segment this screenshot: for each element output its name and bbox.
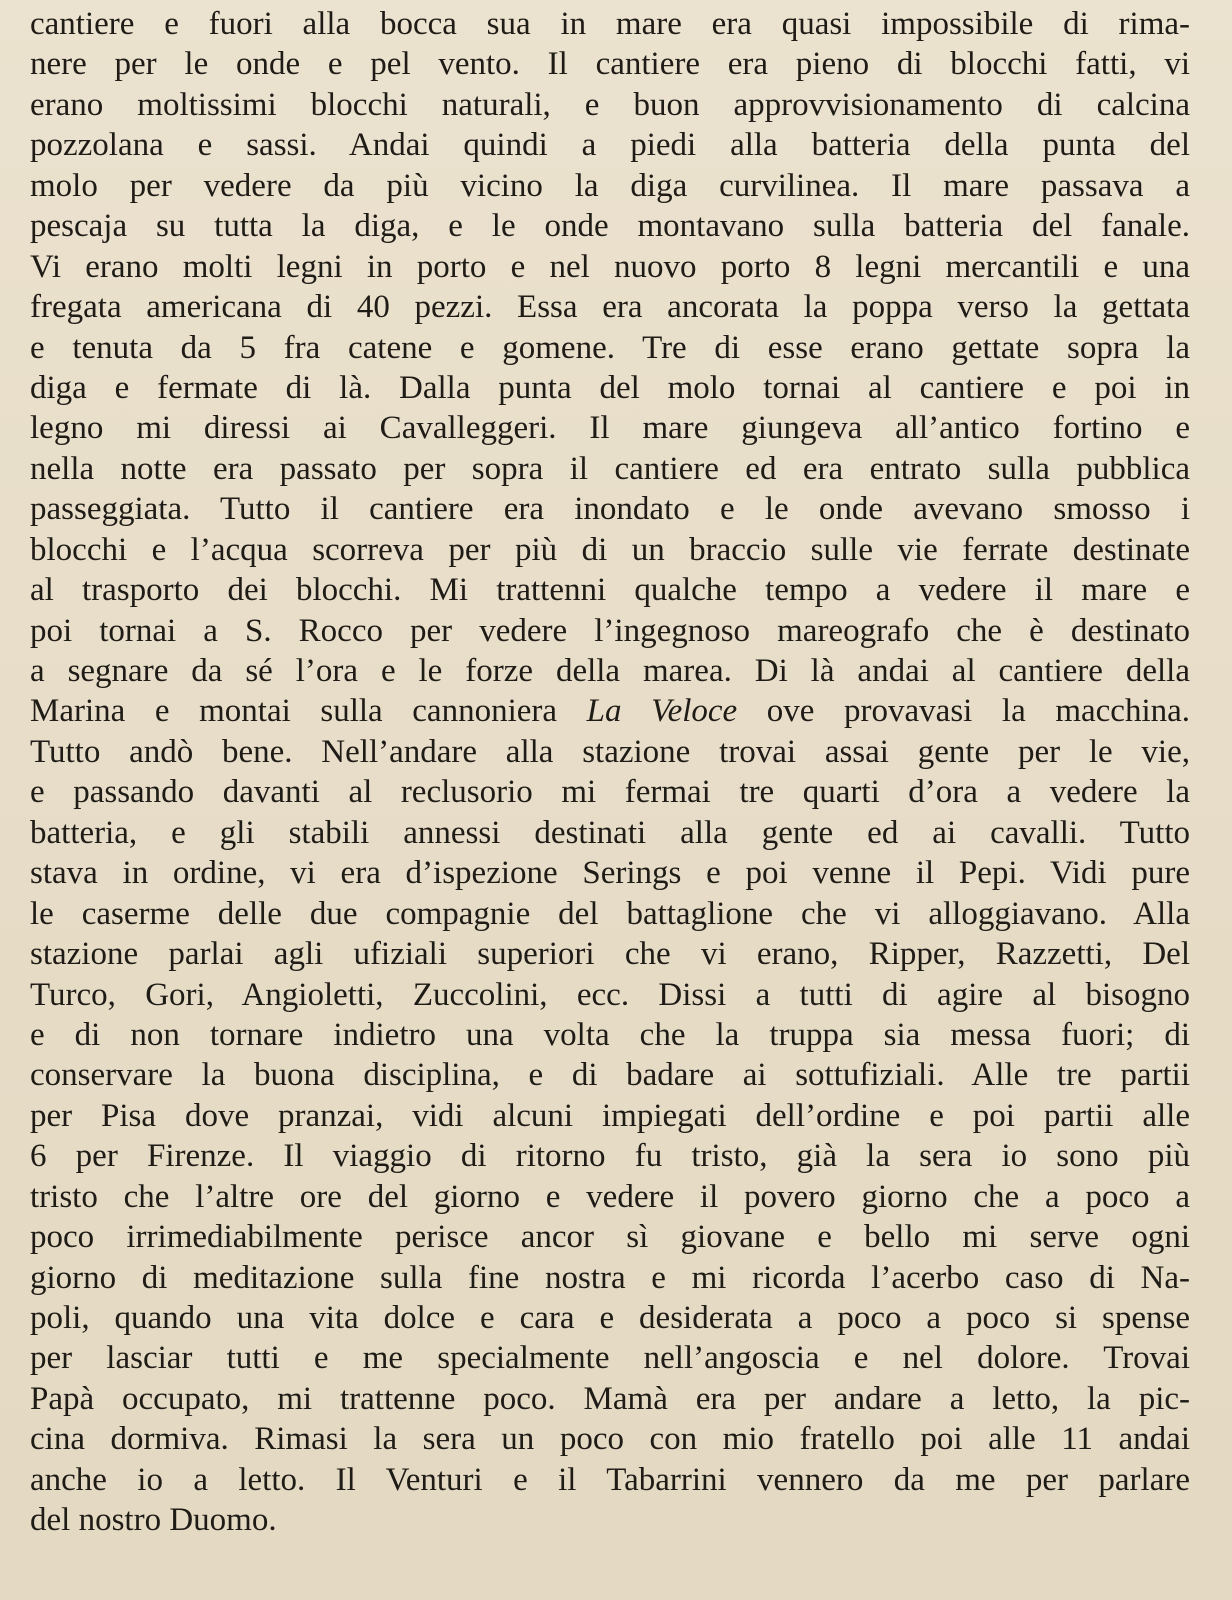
text-line: passeggiata. Tutto il cantiere era inondato e le onde avevano smosso i [30, 491, 1190, 528]
text-line: batteria, e gli stabili annessi destinati alla gente ed ai cavalli. Tutto [30, 814, 1190, 851]
text-line: nella notte era passato per sopra il cantiere ed era entrato sulla pubblica [30, 450, 1190, 487]
text-line: poco irrimediabilmente perisce ancor sì giovane e bello mi serve ogni [30, 1219, 1190, 1256]
text-line: diga e fermate di là. Dalla punta del molo tornai al cantiere e poi in [30, 369, 1190, 406]
ship-name-italic: La Veloce [586, 693, 738, 730]
text-line: erano moltissimi blocchi naturali, e buon approvvisionamento di calcina [30, 86, 1190, 123]
text-line: molo per vedere da più vicino la diga curvilinea. Il mare passava a [30, 167, 1190, 204]
text-line: cina dormiva. Rimasi la sera un poco con mio fratello poi alle 11 andai [30, 1421, 1190, 1458]
text-line: Papà occupato, mi trattenne poco. Mamà era per andare a letto, la pic- [30, 1380, 1190, 1417]
text-line: legno mi diressi ai Cavalleggeri. Il mare giungeva all’antico fortino e [30, 410, 1190, 447]
text-line: stava in ordine, vi era d’ispezione Serings e poi venne il Pepi. Vidi pure [30, 855, 1190, 892]
text-line: e passando davanti al reclusorio mi fermai tre quarti d’ora a vedere la [30, 774, 1190, 811]
text-line: tristo che l’altre ore del giorno e vedere il povero giorno che a poco a [30, 1178, 1190, 1215]
text-line: Turco, Gori, Angioletti, Zuccolini, ecc. Dissi a tutti di agire al bisogno [30, 976, 1190, 1013]
text-line: a segnare da sé l’ora e le forze della marea. Di là andai al cantiere della [30, 653, 1190, 689]
text-line: 6 per Firenze. Il viaggio di ritorno fu tristo, già la sera io sono più [30, 1138, 1190, 1175]
text-line: blocchi e l’acqua scorreva per più di un braccio sulle vie ferrate destinate [30, 531, 1190, 568]
text-line: Tutto andò bene. Nell’andare alla stazione trovai assai gente per le vie, [30, 733, 1190, 770]
text-line: e di non tornare indietro una volta che la truppa sia messa fuori; di [30, 1016, 1190, 1053]
text-line: Vi erano molti legni in porto e nel nuovo porto 8 legni mercantili e una [30, 248, 1190, 285]
text-line: stazione parlai agli ufiziali superiori che vi erano, Ripper, Razzetti, Del [30, 936, 1190, 973]
text-line: nere per le onde e pel vento. Il cantiere era pieno di blocchi fatti, vi [30, 46, 1190, 83]
text-line: poi tornai a S. Rocco per vedere l’ingegnoso mareografo che è destinato [30, 612, 1190, 649]
text-line: poli, quando una vita dolce e cara e desiderata a poco a poco si spense [30, 1300, 1190, 1336]
text-segment: ove provavasi la macchina. [737, 693, 1191, 730]
text-line: cantiere e fuori alla bocca sua in mare era quasi impossibile di rima- [30, 6, 1190, 42]
text-line: conservare la buona disciplina, e di badare ai sottufiziali. Alle tre partii [30, 1057, 1190, 1094]
text-line: pescaja su tutta la diga, e le onde montavano sulla batteria del fanale. [30, 208, 1190, 245]
text-line: giorno di meditazione sulla fine nostra e mi ricorda l’acerbo caso di Na- [30, 1259, 1190, 1296]
text-line: per Pisa dove pranzai, vidi alcuni impiegati dell’ordine e poi partii alle [30, 1097, 1190, 1134]
text-segment: Marina e montai sulla cannoniera [30, 693, 587, 730]
text-line: anche io a letto. Il Venturi e il Tabarrini vennero da me per parlare [30, 1461, 1190, 1498]
text-line: fregata americana di 40 pezzi. Essa era ancorata la poppa verso la gettata [30, 289, 1190, 326]
text-line: al trasporto dei blocchi. Mi trattenni qualche tempo a vedere il mare e [30, 572, 1190, 609]
body-text [30, 4, 1190, 1541]
text-line: e tenuta da 5 fra catene e gomene. Tre di esse erano gettate sopra la [30, 329, 1190, 366]
text-line: le caserme delle due compagnie del battaglione che vi alloggiavano. Alla [30, 895, 1190, 932]
text-line-final: del nostro Duomo. [30, 1502, 277, 1539]
text-line: pozzolana e sassi. Andai quindi a piedi alla batteria della punta del [30, 127, 1190, 164]
text-line: per lasciar tutti e me specialmente nell’angoscia e nel dolore. Trovai [30, 1340, 1190, 1377]
text-line-with-italic-title [30, 691, 1190, 731]
